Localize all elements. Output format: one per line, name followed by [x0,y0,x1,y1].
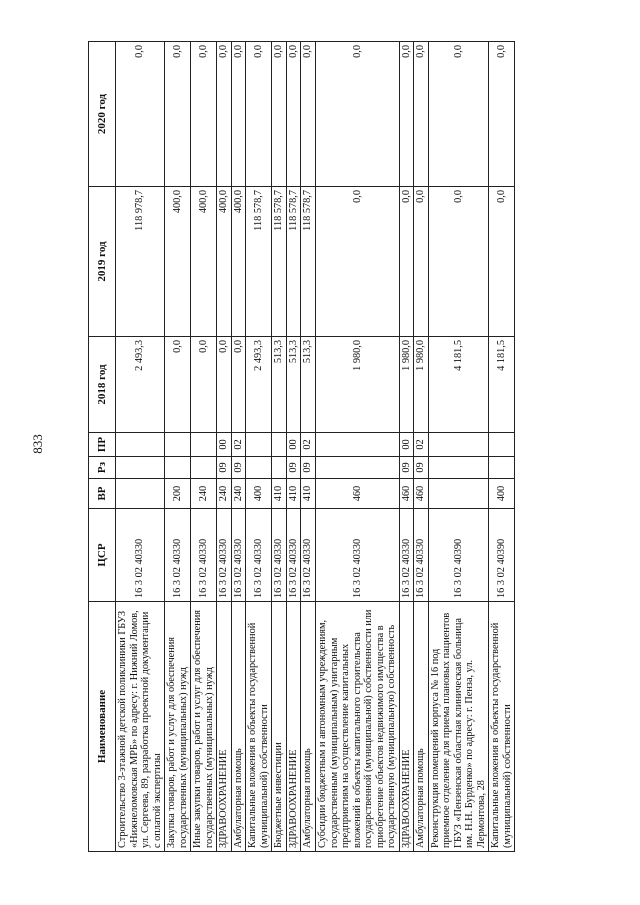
cell-rz [489,457,515,479]
cell-pr [315,433,399,457]
cell-vr: 200 [165,479,191,509]
cell-pr: 02 [231,433,246,457]
cell-rz: 09 [286,457,301,479]
cell-2018: 0,0 [231,337,246,433]
cell-pr: 02 [301,433,316,457]
cell-vr: 240 [231,479,246,509]
header-2020: 2020 год [89,42,116,187]
cell-pr: 00 [217,433,232,457]
cell-name: ЗДРАВООХРАНЕНИЕ [286,602,301,852]
cell-2018: 0,0 [217,337,232,433]
cell-vr: 400 [489,479,515,509]
table-row [217,42,232,852]
cell-2020: 0,0 [301,42,316,187]
cell-pr [272,433,287,457]
cell-vr [116,479,165,509]
page-number: 833 [30,434,45,454]
cell-pr [116,433,165,457]
cell-csr: 16 3 02 40330 [217,509,232,602]
cell-2019: 0,0 [399,187,414,337]
cell-pr [191,433,217,457]
cell-2018: 2 493,3 [246,337,272,433]
table-row [414,42,429,852]
cell-2019: 118 578,7 [272,187,287,337]
table-row [301,42,316,852]
table-row [165,42,191,852]
cell-rz: 09 [414,457,429,479]
header-2018: 2018 год [89,337,116,433]
cell-csr: 16 3 02 40330 [301,509,316,602]
cell-pr: 02 [414,433,429,457]
cell-csr: 16 3 02 40330 [286,509,301,602]
cell-pr: 00 [399,433,414,457]
cell-vr: 460 [414,479,429,509]
cell-2018: 513,3 [272,337,287,433]
cell-csr: 16 3 02 40330 [414,509,429,602]
cell-rz [428,457,489,479]
header-rz: Рз [89,457,116,479]
cell-vr: 240 [217,479,232,509]
cell-2018: 513,3 [301,337,316,433]
cell-2019: 0,0 [489,187,515,337]
cell-2020: 0,0 [246,42,272,187]
cell-csr: 16 3 02 40390 [489,509,515,602]
cell-name: ЗДРАВООХРАНЕНИЕ [217,602,232,852]
header-csr: ЦСР [89,509,116,602]
cell-csr: 16 3 02 40390 [428,509,489,602]
table-body [116,42,515,852]
table-row [246,42,272,852]
cell-rz: 09 [231,457,246,479]
cell-2020: 0,0 [414,42,429,187]
table-row [272,42,287,852]
header-name: Наименование [89,602,116,852]
cell-2019: 400,0 [231,187,246,337]
cell-2020: 0,0 [428,42,489,187]
header-pr: ПР [89,433,116,457]
table-row [231,42,246,852]
cell-2018: 1 980,0 [399,337,414,433]
cell-rz [165,457,191,479]
header-row [89,42,116,852]
table-row [399,42,414,852]
cell-2020: 0,0 [116,42,165,187]
cell-name: Закупка товаров, работ и услуг для обеспечения государственных (муниципальных) нужд [165,602,191,852]
cell-rz [272,457,287,479]
cell-2020: 0,0 [165,42,191,187]
cell-2020: 0,0 [315,42,399,187]
cell-2018: 0,0 [165,337,191,433]
cell-2020: 0,0 [231,42,246,187]
budget-table [88,41,515,852]
cell-pr [165,433,191,457]
cell-rz: 09 [301,457,316,479]
cell-2020: 0,0 [191,42,217,187]
table-row [286,42,301,852]
cell-vr: 410 [286,479,301,509]
cell-2019: 0,0 [428,187,489,337]
cell-vr [428,479,489,509]
cell-name: Субсидии бюджетным и автономным учреждениям, государственным (муниципальным) унитарным предприятиям на осуществление капитальных вложений в объекты капитального строительства государственной (муниципальной) собственности или приобретение объектов недвижимого имущества в государственную (муниципальную) собственность [315,602,399,852]
table-row [191,42,217,852]
cell-2019: 118 978,7 [116,187,165,337]
cell-2019: 118 578,7 [246,187,272,337]
cell-2020: 0,0 [217,42,232,187]
cell-2020: 0,0 [489,42,515,187]
cell-name: ЗДРАВООХРАНЕНИЕ [399,602,414,852]
cell-csr: 16 3 02 40330 [165,509,191,602]
cell-2020: 0,0 [286,42,301,187]
header-vr: ВР [89,479,116,509]
cell-csr: 16 3 02 40330 [116,509,165,602]
table-header [89,42,116,852]
cell-2018: 1 980,0 [414,337,429,433]
cell-name: Строительство 3-этажной детской поликлиники ГБУЗ «Нижнеломовская МРБ» по адресу: г. Нижний Ломов, ул. Сергеева, 89, разработка проектной документации с оплатой экспертизы [116,602,165,852]
cell-2019: 400,0 [165,187,191,337]
cell-rz: 09 [217,457,232,479]
cell-2020: 0,0 [399,42,414,187]
cell-rz [315,457,399,479]
cell-rz: 09 [399,457,414,479]
table-row [489,42,515,852]
header-2019: 2019 год [89,187,116,337]
cell-pr [246,433,272,457]
table-row [315,42,399,852]
cell-name: Амбулаторная помощь [414,602,429,852]
cell-pr: 00 [286,433,301,457]
cell-2018: 1 980,0 [315,337,399,433]
cell-csr: 16 3 02 40330 [315,509,399,602]
table-row [428,42,489,852]
cell-2018: 2 493,3 [116,337,165,433]
cell-vr: 460 [315,479,399,509]
cell-2018: 0,0 [191,337,217,433]
cell-pr [489,433,515,457]
cell-name: Капитальные вложения в объекты государственной (муниципальной) собственности [246,602,272,852]
cell-2018: 4 181,5 [489,337,515,433]
cell-pr [428,433,489,457]
table-row [116,42,165,852]
cell-vr: 240 [191,479,217,509]
cell-rz [116,457,165,479]
cell-rz [191,457,217,479]
cell-2019: 118 578,7 [301,187,316,337]
cell-2019: 118 578,7 [286,187,301,337]
cell-2019: 400,0 [217,187,232,337]
cell-csr: 16 3 02 40330 [246,509,272,602]
cell-name: Иные закупки товаров, работ и услуг для обеспечения государственных (муниципальных) нужд [191,602,217,852]
cell-name: Реконструкция помещений корпуса № 16 под приемное отделение для приема плановых пациентов ГБУЗ «Пензенская областная клиническая больница им. Н.Н. Бурденко» по адресу: г. Пенза, ул. Лермонтова, 28 [428,602,489,852]
cell-name: Амбулаторная помощь [231,602,246,852]
cell-vr: 400 [246,479,272,509]
cell-csr: 16 3 02 40330 [399,509,414,602]
cell-2019: 400,0 [191,187,217,337]
rotated-table-container [88,42,598,852]
cell-2018: 4 181,5 [428,337,489,433]
cell-2019: 0,0 [315,187,399,337]
cell-csr: 16 3 02 40330 [191,509,217,602]
cell-vr: 460 [399,479,414,509]
cell-name: Бюджетные инвестиции [272,602,287,852]
cell-2020: 0,0 [272,42,287,187]
cell-name: Амбулаторная помощь [301,602,316,852]
cell-2018: 513,3 [286,337,301,433]
cell-rz [246,457,272,479]
cell-vr: 410 [301,479,316,509]
cell-csr: 16 3 02 40330 [272,509,287,602]
cell-vr: 410 [272,479,287,509]
cell-name: Капитальные вложения в объекты государственной (муниципальной) собственности [489,602,515,852]
cell-csr: 16 3 02 40330 [231,509,246,602]
cell-2019: 0,0 [414,187,429,337]
